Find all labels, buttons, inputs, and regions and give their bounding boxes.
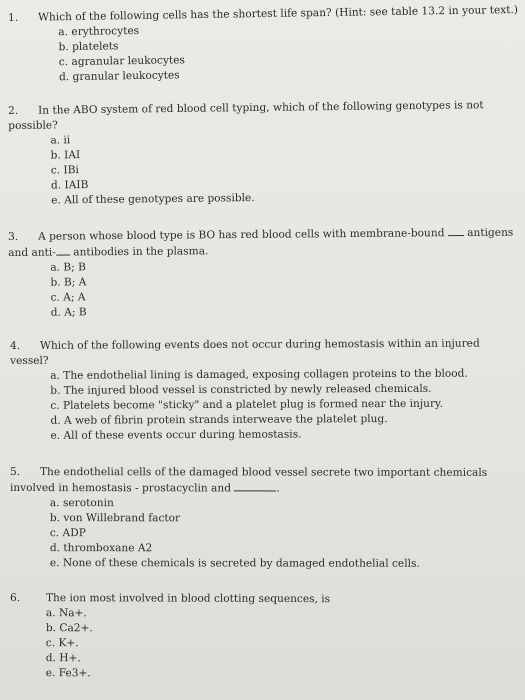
- option-d: d. granular leukocytes: [58, 69, 180, 84]
- question-number: 6.: [9, 592, 21, 605]
- question-number: 4.: [10, 339, 21, 352]
- option-c: c. IBi: [50, 164, 79, 177]
- question-number: 1.: [8, 11, 19, 24]
- option-b: b. Ca2+.: [45, 622, 93, 635]
- option-a: a. serotonin: [49, 497, 114, 510]
- question-stem: Which of the following cells has the shortest life span? (Hint: see table 13.2 in your text.): [38, 3, 519, 24]
- question-number: 3.: [8, 230, 19, 243]
- option-d: d. H+.: [45, 652, 81, 665]
- option-c: c. ADP: [49, 527, 86, 540]
- question-stem: involved in hemostasis - prostacyclin and: [9, 481, 231, 495]
- option-b: b. IAI: [50, 149, 81, 162]
- options-list: [58, 18, 519, 85]
- option-b: b. von Willebrand factor: [49, 512, 181, 525]
- question-stem: Which of the following events does not occur during hemostasis within an injured: [40, 337, 480, 352]
- option-d: d. IAIB: [50, 179, 89, 192]
- option-b: b. B; A: [50, 276, 87, 289]
- question-4: [10, 337, 480, 444]
- option-b: b. The injured blood vessel is constricted by newly released chemicals.: [50, 382, 432, 397]
- options-list: [50, 367, 480, 444]
- answer-blank[interactable]: [448, 225, 464, 236]
- question-stem: In the ABO system of red blood cell typing, which of the following genotypes is not: [38, 99, 484, 117]
- question-stem: antibodies in the plasma.: [73, 245, 209, 259]
- option-e: e. All of these events occur during hemostasis.: [50, 428, 302, 442]
- question-number: 5.: [9, 466, 21, 479]
- option-d: d. A; B: [50, 306, 87, 319]
- option-a: a. erythrocytes: [58, 24, 140, 39]
- question-stem: The endothelial cells of the damaged blood vessel secrete two important chemicals: [39, 466, 488, 479]
- question-3: [8, 225, 514, 321]
- options-list: [46, 606, 330, 682]
- question-2: [8, 98, 485, 209]
- options-list: [50, 257, 514, 321]
- question-stem-continued: possible?: [8, 119, 58, 132]
- option-a: a. The endothelial lining is damaged, exposing collagen proteins to the blood.: [50, 367, 468, 382]
- question-stem: A person whose blood type is BO has red blood cells with membrane-bound: [38, 227, 445, 243]
- option-a: a. Na+.: [45, 607, 87, 620]
- option-d: d. A web of fibrin protein strands interweave the platelet plug.: [50, 413, 388, 427]
- options-list: [50, 128, 484, 208]
- answer-blank[interactable]: [56, 244, 70, 255]
- question-stem: .: [276, 482, 280, 495]
- option-e: e. All of these genotypes are possible.: [51, 191, 255, 207]
- question-stem-continued: vessel?: [10, 354, 49, 367]
- option-e: e. Fe3+.: [45, 667, 91, 680]
- question-5: [10, 465, 487, 572]
- option-a: a. B; B: [50, 261, 86, 274]
- option-d: d. thromboxane A2: [49, 542, 153, 555]
- options-list: [50, 496, 487, 572]
- question-stem: The ion most involved in blood clotting sequences, is: [45, 592, 331, 606]
- option-e: e. None of these chemicals is secreted by damaged endothelial cells.: [49, 557, 420, 570]
- question-stem: antigens: [467, 226, 514, 239]
- question-1: [8, 3, 519, 86]
- question-stem: and anti-: [8, 246, 56, 259]
- option-c: c. Platelets become "sticky" and a platelet plug is formed near the injury.: [50, 397, 444, 412]
- question-number: 2.: [8, 104, 19, 117]
- option-a: a. ii: [50, 134, 71, 147]
- option-c: c. A; A: [50, 291, 86, 304]
- option-b: b. platelets: [58, 40, 119, 54]
- option-c: c. agranular leukocytes: [58, 54, 185, 69]
- option-c: c. K+.: [45, 637, 79, 650]
- question-6: [10, 591, 330, 682]
- answer-blank[interactable]: [234, 480, 276, 491]
